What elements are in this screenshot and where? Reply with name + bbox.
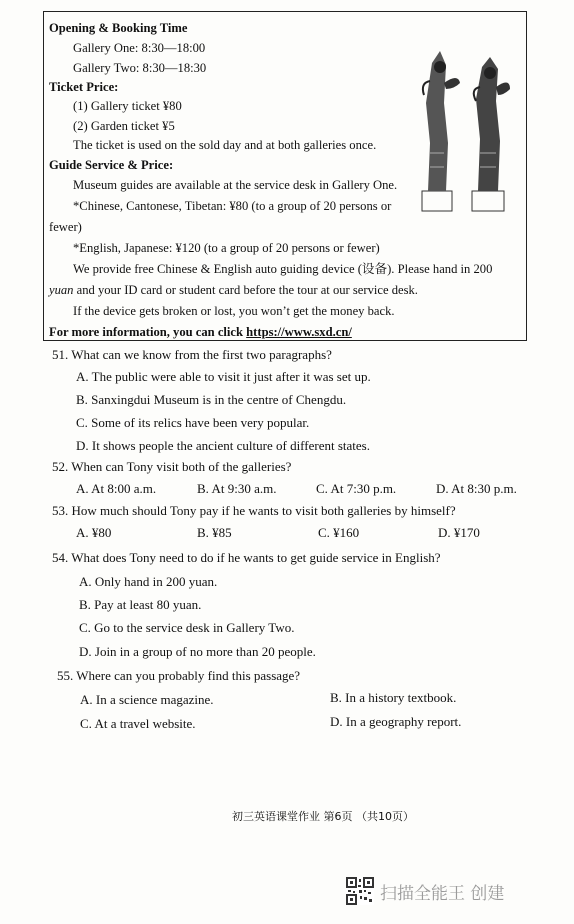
guide-line-4b-rest: and your ID card or student card before the tour at our service desk. bbox=[73, 283, 418, 297]
guide-line-4a: We provide free Chinese & English auto guiding device (设备). Please hand in 200 bbox=[73, 262, 493, 276]
question-54: 54. What does Tony need to do if he wants to get guide service in English? bbox=[52, 550, 441, 565]
ticket-heading: Ticket Price: bbox=[49, 80, 119, 94]
guide-line-5: If the device gets broken or lost, you won’t get the money back. bbox=[73, 304, 395, 318]
question-52: 52. When can Tony visit both of the galleries? bbox=[52, 459, 292, 474]
scanner-watermark bbox=[346, 876, 504, 906]
bronze-figures-picture bbox=[420, 43, 512, 213]
guide-line-2b: fewer) bbox=[49, 220, 82, 234]
q53-option-d[interactable]: D. ¥170 bbox=[438, 525, 480, 540]
q55-option-d[interactable]: D. In a geography report. bbox=[330, 714, 462, 729]
gallery-one-hours: Gallery One: 8:30—18:00 bbox=[73, 41, 206, 55]
q55-option-c[interactable]: C. At a travel website. bbox=[80, 716, 196, 731]
q53-option-a[interactable]: A. ¥80 bbox=[76, 525, 112, 540]
q54-option-b[interactable]: B. Pay at least 80 yuan. bbox=[79, 597, 202, 612]
q51-option-c[interactable]: C. Some of its relics have been very popular. bbox=[76, 415, 310, 430]
more-info-text: For more information, you can click bbox=[49, 325, 247, 339]
q53-option-b[interactable]: B. ¥85 bbox=[197, 525, 232, 540]
more-info-link[interactable]: https://www.sxd.cn/ bbox=[246, 325, 352, 339]
q54-option-a[interactable]: A. Only hand in 200 yuan. bbox=[79, 574, 218, 589]
q52-option-c[interactable]: C. At 7:30 p.m. bbox=[316, 481, 397, 496]
q54-option-d[interactable]: D. Join in a group of no more than 20 people. bbox=[79, 644, 316, 659]
more-info-line bbox=[49, 324, 352, 340]
guide-line-4b bbox=[49, 282, 418, 298]
q53-option-c[interactable]: C. ¥160 bbox=[318, 525, 360, 540]
question-55: 55. Where can you probably find this passage? bbox=[57, 668, 301, 683]
guide-line-2a: *Chinese, Cantonese, Tibetan: ¥80 (to a group of 20 persons or bbox=[73, 199, 392, 213]
ticket-garden: (2) Garden ticket ¥5 bbox=[73, 119, 175, 133]
q52-option-b[interactable]: B. At 9:30 a.m. bbox=[197, 481, 277, 496]
guide-line-1: Museum guides are available at the service desk in Gallery One. bbox=[73, 178, 398, 192]
gallery-two-hours: Gallery Two: 8:30—18:30 bbox=[73, 61, 207, 75]
q51-option-d[interactable]: D. It shows people the ancient culture of different states. bbox=[76, 438, 370, 453]
yuan-word: yuan bbox=[49, 283, 74, 297]
q55-option-b[interactable]: B. In a history textbook. bbox=[330, 690, 457, 705]
ticket-note: The ticket is used on the sold day and at both galleries once. bbox=[73, 138, 377, 152]
page-footer: 初三英语课堂作业 第6页 （共10页） bbox=[232, 810, 414, 823]
watermark-text: 扫描全能王 创建 bbox=[380, 883, 505, 904]
q54-option-c[interactable]: C. Go to the service desk in Gallery Two. bbox=[79, 620, 295, 635]
q55-option-a[interactable]: A. In a science magazine. bbox=[80, 692, 214, 707]
q51-option-a[interactable]: A. The public were able to visit it just after it was set up. bbox=[76, 369, 371, 384]
question-53: 53. How much should Tony pay if he wants to visit both galleries by himself? bbox=[52, 503, 456, 518]
q51-option-b[interactable]: B. Sanxingdui Museum is in the centre of Chengdu. bbox=[76, 392, 347, 407]
question-51: 51. What can we know from the first two paragraphs? bbox=[52, 347, 332, 362]
guide-heading: Guide Service & Price: bbox=[49, 158, 174, 172]
q52-option-a[interactable]: A. At 8:00 a.m. bbox=[76, 481, 157, 496]
qr-code-icon bbox=[346, 877, 374, 905]
guide-line-3: *English, Japanese: ¥120 (to a group of 20 persons or fewer) bbox=[73, 241, 380, 255]
opening-heading: Opening & Booking Time bbox=[49, 21, 188, 35]
ticket-gallery: (1) Gallery ticket ¥80 bbox=[73, 99, 182, 113]
q52-option-d[interactable]: D. At 8:30 p.m. bbox=[436, 481, 517, 496]
